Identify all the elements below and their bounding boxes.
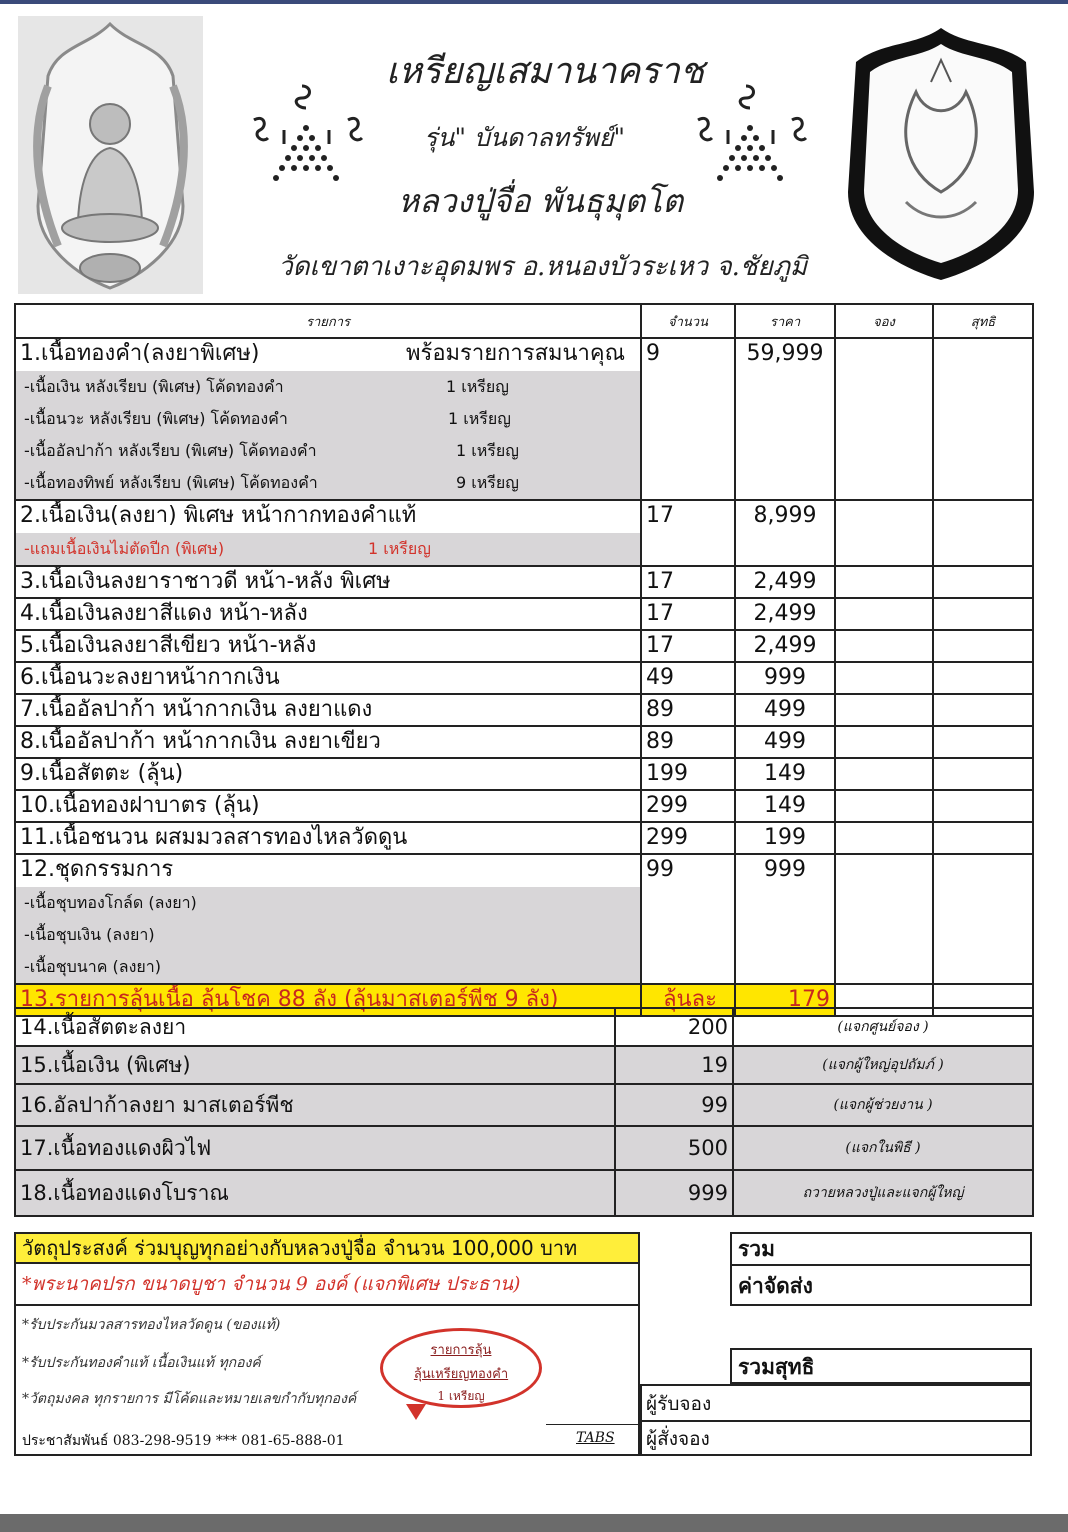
price-table bbox=[14, 303, 1034, 1017]
item-name: 6.เนื้อนวะลงยาหน้ากากเงิน bbox=[15, 662, 641, 694]
special-note: *พระนาคปรก ขนาดบูชา จำนวน 9 องค์ (แจกพิเศษ ประธาน) bbox=[14, 1264, 640, 1306]
net-cell[interactable] bbox=[933, 598, 1033, 630]
qty-cell: 200 bbox=[615, 1008, 733, 1046]
qty-cell: 17 bbox=[641, 598, 735, 630]
table-row bbox=[15, 790, 1033, 822]
table-row bbox=[15, 566, 1033, 598]
item-name: 3.เนื้อเงินลงยาราชาวดี หน้า-หลัง พิเศษ bbox=[15, 566, 641, 598]
reserve-cell[interactable] bbox=[835, 790, 933, 822]
note-cell: (แจกศูนย์จอง ) bbox=[733, 1008, 1033, 1046]
qty-cell: 89 bbox=[641, 694, 735, 726]
item-cell bbox=[15, 500, 641, 566]
net-cell[interactable] bbox=[933, 500, 1033, 566]
guarantee-box bbox=[14, 1306, 640, 1456]
reserve-cell[interactable] bbox=[835, 726, 933, 758]
price-cell: 149 bbox=[735, 790, 835, 822]
table-row bbox=[15, 1008, 1033, 1046]
item-name: 7.เนื้ออัลปาก้า หน้ากากเงิน ลงยาแดง bbox=[15, 694, 641, 726]
divider bbox=[546, 1424, 642, 1425]
sub-item bbox=[16, 371, 640, 403]
item-name: 5.เนื้อเงินลงยาสีเขียว หน้า-หลัง bbox=[15, 630, 641, 662]
reserve-cell[interactable] bbox=[835, 566, 933, 598]
net-cell[interactable] bbox=[933, 790, 1033, 822]
sub-item-qty: 1 เหรียญ bbox=[448, 409, 511, 428]
item-name: 10.เนื้อทองฝาบาตร (ลุ้น) bbox=[15, 790, 641, 822]
guarantee-line: *รับประกันมวลสารทองไหลวัดดูน (ของแท้) bbox=[22, 1317, 281, 1333]
stamp-line: 1 เหรียญ bbox=[437, 1389, 485, 1403]
top-bar bbox=[0, 0, 1068, 4]
net-cell[interactable] bbox=[933, 630, 1033, 662]
qty-cell: 17 bbox=[641, 566, 735, 598]
guarantee-line: *วัตถุมงคล ทุกรายการ มีโค้ดและหมายเลขกำกับทุกองค์ bbox=[22, 1391, 357, 1407]
net-cell[interactable] bbox=[933, 338, 1033, 500]
table-row bbox=[15, 822, 1033, 854]
reserve-cell[interactable] bbox=[835, 500, 933, 566]
reserve-cell[interactable] bbox=[835, 630, 933, 662]
item-cell bbox=[15, 338, 641, 500]
qty-cell: 49 bbox=[641, 662, 735, 694]
header-item: รายการ bbox=[15, 304, 641, 338]
sub-item-qty: 9 เหรียญ bbox=[456, 473, 519, 492]
note-cell: ถวายหลวงปู่และแจกผู้ใหญ่ bbox=[733, 1170, 1033, 1216]
price-cell: 499 bbox=[735, 694, 835, 726]
sub-item-name: -เนื้อนวะ หลังเรียบ (พิเศษ) โค้ดทองคำ bbox=[24, 409, 288, 428]
sub-item-name: -เนื้อทองทิพย์ หลังเรียบ (พิเศษ) โค้ดทองคำ bbox=[24, 473, 318, 492]
guarantee-line: *รับประกันทองคำแท้ เนื้อเงินแท้ ทุกองค์ bbox=[22, 1355, 261, 1371]
tabs-signature: TABS bbox=[576, 1430, 615, 1446]
item-name: 12.ชุดกรรมการ bbox=[20, 857, 174, 882]
item-name: 15.เนื้อเงิน (พิเศษ) bbox=[15, 1046, 615, 1084]
item-name: 1.เนื้อทองคำ(ลงยาพิเศษ) bbox=[20, 341, 260, 366]
temple-name: วัดเขาตาเงาะอุดมพร อ.หนองบัวระเหว จ.ชัยภูมิ bbox=[278, 252, 808, 282]
bottom-bar bbox=[0, 1514, 1068, 1532]
total-field[interactable]: รวม bbox=[730, 1232, 1032, 1266]
sub-item: -เนื้อชุบนาค (ลงยา) bbox=[16, 951, 640, 983]
table-row bbox=[15, 1084, 1033, 1126]
sub-item-name: -แถมเนื้อเงินไม่ตัดปีก (พิเศษ) bbox=[24, 539, 225, 558]
table-row bbox=[15, 854, 1033, 984]
item-name: 14.เนื้อสัตตะลงยา bbox=[15, 1008, 615, 1046]
reserve-cell[interactable] bbox=[835, 598, 933, 630]
price-cell: 199 bbox=[735, 822, 835, 854]
sub-item-qty: 1 เหรียญ bbox=[456, 441, 519, 460]
medal-back-image bbox=[836, 22, 1046, 284]
qty-cell: 17 bbox=[641, 630, 735, 662]
item-name: 4.เนื้อเงินลงยาสีแดง หน้า-หลัง bbox=[15, 598, 641, 630]
note-cell: (แจกในพิธี ) bbox=[733, 1126, 1033, 1170]
item-name: 2.เนื้อเงิน(ลงยา) พิเศษ หน้ากากทองคำแท้ bbox=[20, 503, 417, 528]
sub-item bbox=[16, 533, 640, 565]
qty-cell: 19 bbox=[615, 1046, 733, 1084]
price-cell: 2,499 bbox=[735, 566, 835, 598]
net-cell[interactable] bbox=[933, 662, 1033, 694]
qty-cell: 199 bbox=[641, 758, 735, 790]
qty-cell: 17 bbox=[641, 500, 735, 566]
header-qty: จำนวน bbox=[641, 304, 735, 338]
qty-cell: 999 bbox=[615, 1170, 733, 1216]
note-cell: (แจกผู้ช่วยงาน ) bbox=[733, 1084, 1033, 1126]
stamp-line: ลุ้นเหรียญทองคำ bbox=[413, 1367, 509, 1382]
page-title: เหรียญเสมานาคราช bbox=[386, 51, 705, 92]
table-row bbox=[15, 500, 1033, 566]
price-cell: 999 bbox=[735, 854, 835, 984]
price-cell: 499 bbox=[735, 726, 835, 758]
qty-cell: 299 bbox=[641, 790, 735, 822]
price-cell: 999 bbox=[735, 662, 835, 694]
monk-name: หลวงปู่จื่อ พันธุมุตโต bbox=[398, 182, 684, 220]
net-cell[interactable] bbox=[933, 726, 1033, 758]
sub-item-name: -เนื้ออัลปาก้า หลังเรียบ (พิเศษ) โค้ดทองคำ bbox=[24, 441, 317, 460]
table-row bbox=[15, 1126, 1033, 1170]
orderer-field[interactable]: ผู้สั่งจอง bbox=[640, 1420, 1032, 1456]
item-name: 8.เนื้ออัลปาก้า หน้ากากเงิน ลงยาเขียว bbox=[15, 726, 641, 758]
qty-cell: ลุ้นละ bbox=[641, 984, 735, 1016]
price-cell: 59,999 bbox=[735, 338, 835, 500]
price-cell: 179 bbox=[735, 984, 835, 1016]
table-row bbox=[15, 758, 1033, 790]
sub-item-qty: 1 เหรียญ bbox=[368, 539, 431, 558]
reserve-cell[interactable] bbox=[835, 338, 933, 500]
table-row bbox=[15, 630, 1033, 662]
price-cell: 149 bbox=[735, 758, 835, 790]
header-reserve: จอง bbox=[835, 304, 933, 338]
sub-item: -เนื้อชุบเงิน (ลงยา) bbox=[16, 919, 640, 951]
table-row bbox=[15, 694, 1033, 726]
stamp-tail bbox=[406, 1404, 426, 1420]
net-cell[interactable] bbox=[933, 854, 1033, 984]
reserve-cell[interactable] bbox=[835, 822, 933, 854]
contact-info: ประชาสัมพันธ์ 083-298-9519 *** 081-65-888-01 bbox=[22, 1433, 345, 1449]
table-row bbox=[15, 662, 1033, 694]
price-cell: 8,999 bbox=[735, 500, 835, 566]
stamp-line: รายการลุ้น bbox=[430, 1343, 492, 1358]
table-row bbox=[15, 1046, 1033, 1084]
table-row bbox=[15, 726, 1033, 758]
net-cell[interactable] bbox=[933, 822, 1033, 854]
sub-item-name: -เนื้อเงิน หลังเรียบ (พิเศษ) โค้ดทองคำ bbox=[24, 377, 284, 396]
table-row bbox=[15, 598, 1033, 630]
item-name: 11.เนื้อชนวน ผสมมวลสารทองไหลวัดดูน bbox=[15, 822, 641, 854]
item-cell bbox=[15, 854, 641, 984]
qty-cell: 500 bbox=[615, 1126, 733, 1170]
qty-cell: 99 bbox=[615, 1084, 733, 1126]
table-header bbox=[15, 304, 1033, 338]
shipping-field[interactable]: ค่าจัดส่ง bbox=[730, 1264, 1032, 1306]
header-price: ราคา bbox=[735, 304, 835, 338]
yant-symbol-left bbox=[244, 80, 374, 190]
sub-item bbox=[16, 435, 640, 467]
sub-item bbox=[16, 467, 640, 499]
item-name: 16.อัลปาก้าลงยา มาสเตอร์พีช bbox=[15, 1084, 615, 1126]
sub-item: -เนื้อชุบทองโกล์ด (ลงยา) bbox=[16, 887, 640, 919]
medal-front-image bbox=[18, 16, 203, 294]
qty-cell: 9 bbox=[641, 338, 735, 500]
reserve-cell[interactable] bbox=[835, 662, 933, 694]
yant-symbol-right bbox=[688, 80, 818, 190]
item-name: 18.เนื้อทองแดงโบราณ bbox=[15, 1170, 615, 1216]
header-net: สุทธิ bbox=[933, 304, 1033, 338]
table-row bbox=[15, 338, 1033, 500]
net-cell[interactable] bbox=[933, 694, 1033, 726]
reserve-cell[interactable] bbox=[835, 694, 933, 726]
item-name: 13.รายการลุ้นเนื้อ ลุ้นโชค 88 ลัง (ลุ้นมาสเตอร์พีช 9 ลัง) bbox=[15, 984, 641, 1016]
sub-item bbox=[16, 403, 640, 435]
price-cell: 2,499 bbox=[735, 630, 835, 662]
item-note: พร้อมรายการสมนาคุณ bbox=[406, 341, 626, 366]
net-cell[interactable] bbox=[933, 758, 1033, 790]
qty-cell: 299 bbox=[641, 822, 735, 854]
reserve-cell[interactable] bbox=[835, 758, 933, 790]
objective-banner: วัตถุประสงค์ ร่วมบุญทุกอย่างกับหลวงปู่จื่อ จำนวน 100,000 บาท bbox=[14, 1232, 640, 1264]
receiver-field[interactable]: ผู้รับจอง bbox=[640, 1384, 1032, 1420]
qty-cell: 99 bbox=[641, 854, 735, 984]
item-name: 9.เนื้อสัตตะ (ลุ้น) bbox=[15, 758, 641, 790]
series-name: รุ่น" บันดาลทรัพย์" bbox=[424, 123, 626, 152]
lucky-draw-stamp bbox=[380, 1328, 542, 1408]
bonus-table bbox=[14, 1007, 1034, 1217]
qty-cell: 89 bbox=[641, 726, 735, 758]
net-total-field[interactable]: รวมสุทธิ bbox=[730, 1348, 1032, 1384]
net-cell[interactable] bbox=[933, 566, 1033, 598]
sub-item-qty: 1 เหรียญ bbox=[446, 377, 509, 396]
table-row bbox=[15, 1170, 1033, 1216]
note-cell: (แจกผู้ใหญ่อุปถัมภ์ ) bbox=[733, 1046, 1033, 1084]
item-name: 17.เนื้อทองแดงผิวไฟ bbox=[15, 1126, 615, 1170]
reserve-cell[interactable] bbox=[835, 854, 933, 984]
price-cell: 2,499 bbox=[735, 598, 835, 630]
